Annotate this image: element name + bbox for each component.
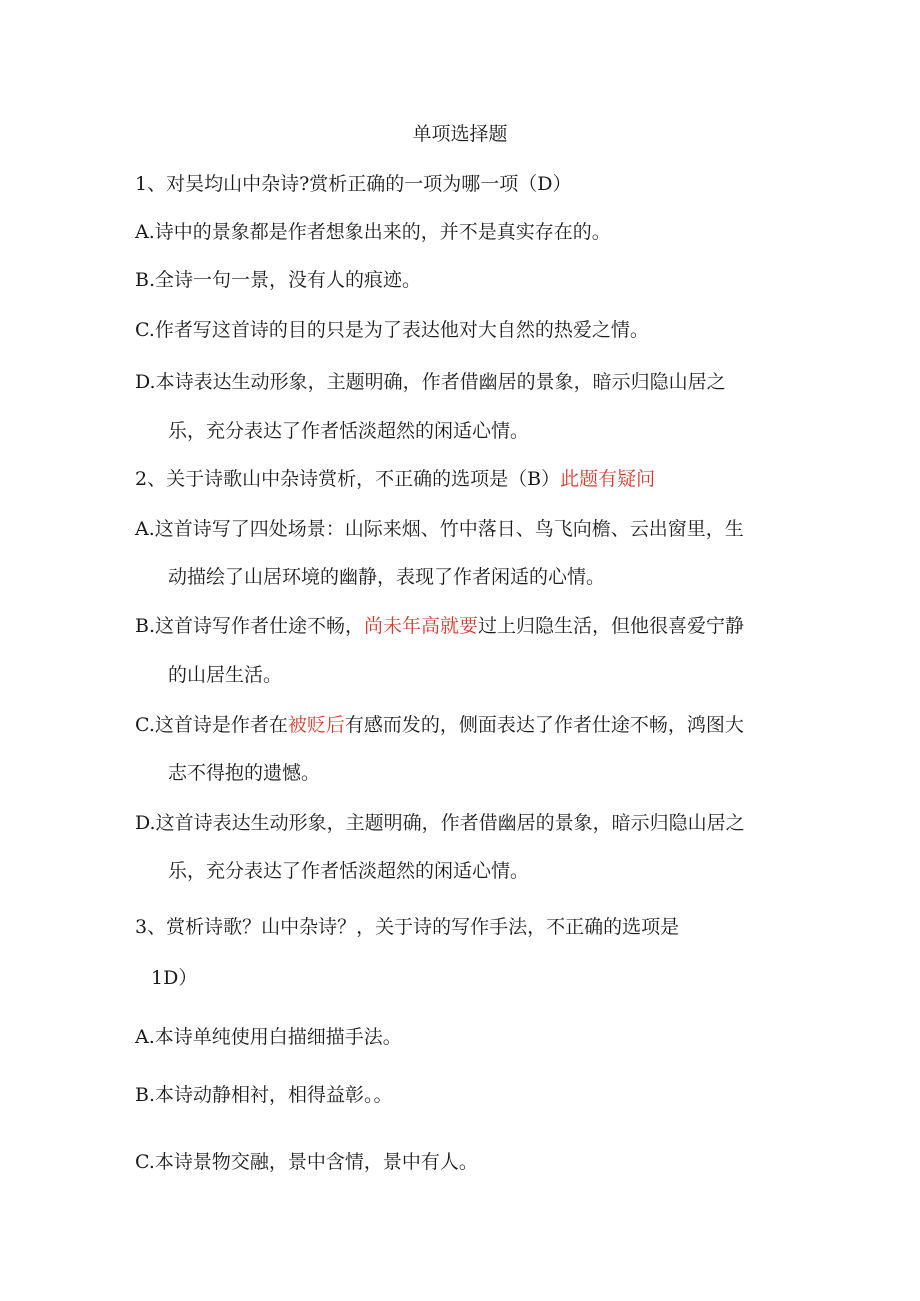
question-1-option-c: C.作者写这首诗的目的只是为了表达他对大自然的热爱之情。 xyxy=(135,319,649,341)
question-1-option-a: A.诗中的景象都是作者想象出来的，并不是真实存在的。 xyxy=(135,221,611,243)
question-2-option-b-suffix: 过上归隐生活，但他很喜爱宁静 xyxy=(478,615,745,637)
question-2-option-d-line-1: D.这首诗表达生动形象，主题明确，作者借幽居的景象，暗示归隐山居之 xyxy=(135,812,745,834)
question-2-option-d-line-2: 乐，充分表达了作者恬淡超然的闲适心情。 xyxy=(168,860,530,882)
question-3-stem-line-1: 3、赏析诗歌？山中杂诗？，关于诗的写作手法，不正确的选项是 xyxy=(135,916,680,938)
question-3-option-c: C.本诗景物交融，景中含情，景中有人。 xyxy=(135,1151,478,1173)
question-2-option-c-suffix: 有感而发的，侧面表达了作者仕途不畅，鸿图大 xyxy=(344,714,744,736)
question-3-option-b: B.本诗动静相衬，相得益彰。。 xyxy=(135,1084,393,1106)
question-1-stem: 1、对吴均山中杂诗?赏析正确的一项为哪一项（D） xyxy=(135,173,572,195)
question-1-option-b: B.全诗一句一景，没有人的痕迹。 xyxy=(135,269,422,291)
question-2-option-b-line-1 xyxy=(135,614,744,638)
question-2-option-b-prefix: B.这首诗写作者仕途不畅， xyxy=(135,615,365,637)
question-2-stem-line xyxy=(135,467,655,491)
question-2-option-a-line-2: 动描绘了山居环境的幽静，表现了作者闲适的心情。 xyxy=(168,566,606,588)
question-2-option-b-line-2: 的山居生活。 xyxy=(168,664,283,686)
question-2-option-b-highlight: 尚未年高就要 xyxy=(364,615,479,637)
question-2-option-a-line-1: A.这首诗写了四处场景：山际来烟、竹中落日、鸟飞向檐、云出窗里，生 xyxy=(135,518,744,540)
question-3-stem-line-2: 1D） xyxy=(151,967,198,989)
question-2-option-c-line-1 xyxy=(135,713,744,737)
question-2-stem: 2、关于诗歌山中杂诗赏析，不正确的选项是（B） xyxy=(135,468,561,490)
question-1-option-d-line-2: 乐，充分表达了作者恬淡超然的闲适心情。 xyxy=(168,420,530,442)
question-2-stem-note: 此题有疑问 xyxy=(560,468,656,490)
question-2-option-c-highlight: 被贬后 xyxy=(287,714,345,736)
page-title: 单项选择题 xyxy=(412,123,508,145)
question-2-option-c-line-2: 志不得抱的遗憾。 xyxy=(168,762,321,784)
question-2-option-c-prefix: C.这首诗是作者在 xyxy=(135,714,288,736)
question-1-option-d-line-1: D.本诗表达生动形象，主题明确，作者借幽居的景象，暗示归隐山居之 xyxy=(135,371,726,393)
question-3-option-a: A.本诗单纯使用白描细描手法。 xyxy=(135,1026,402,1048)
